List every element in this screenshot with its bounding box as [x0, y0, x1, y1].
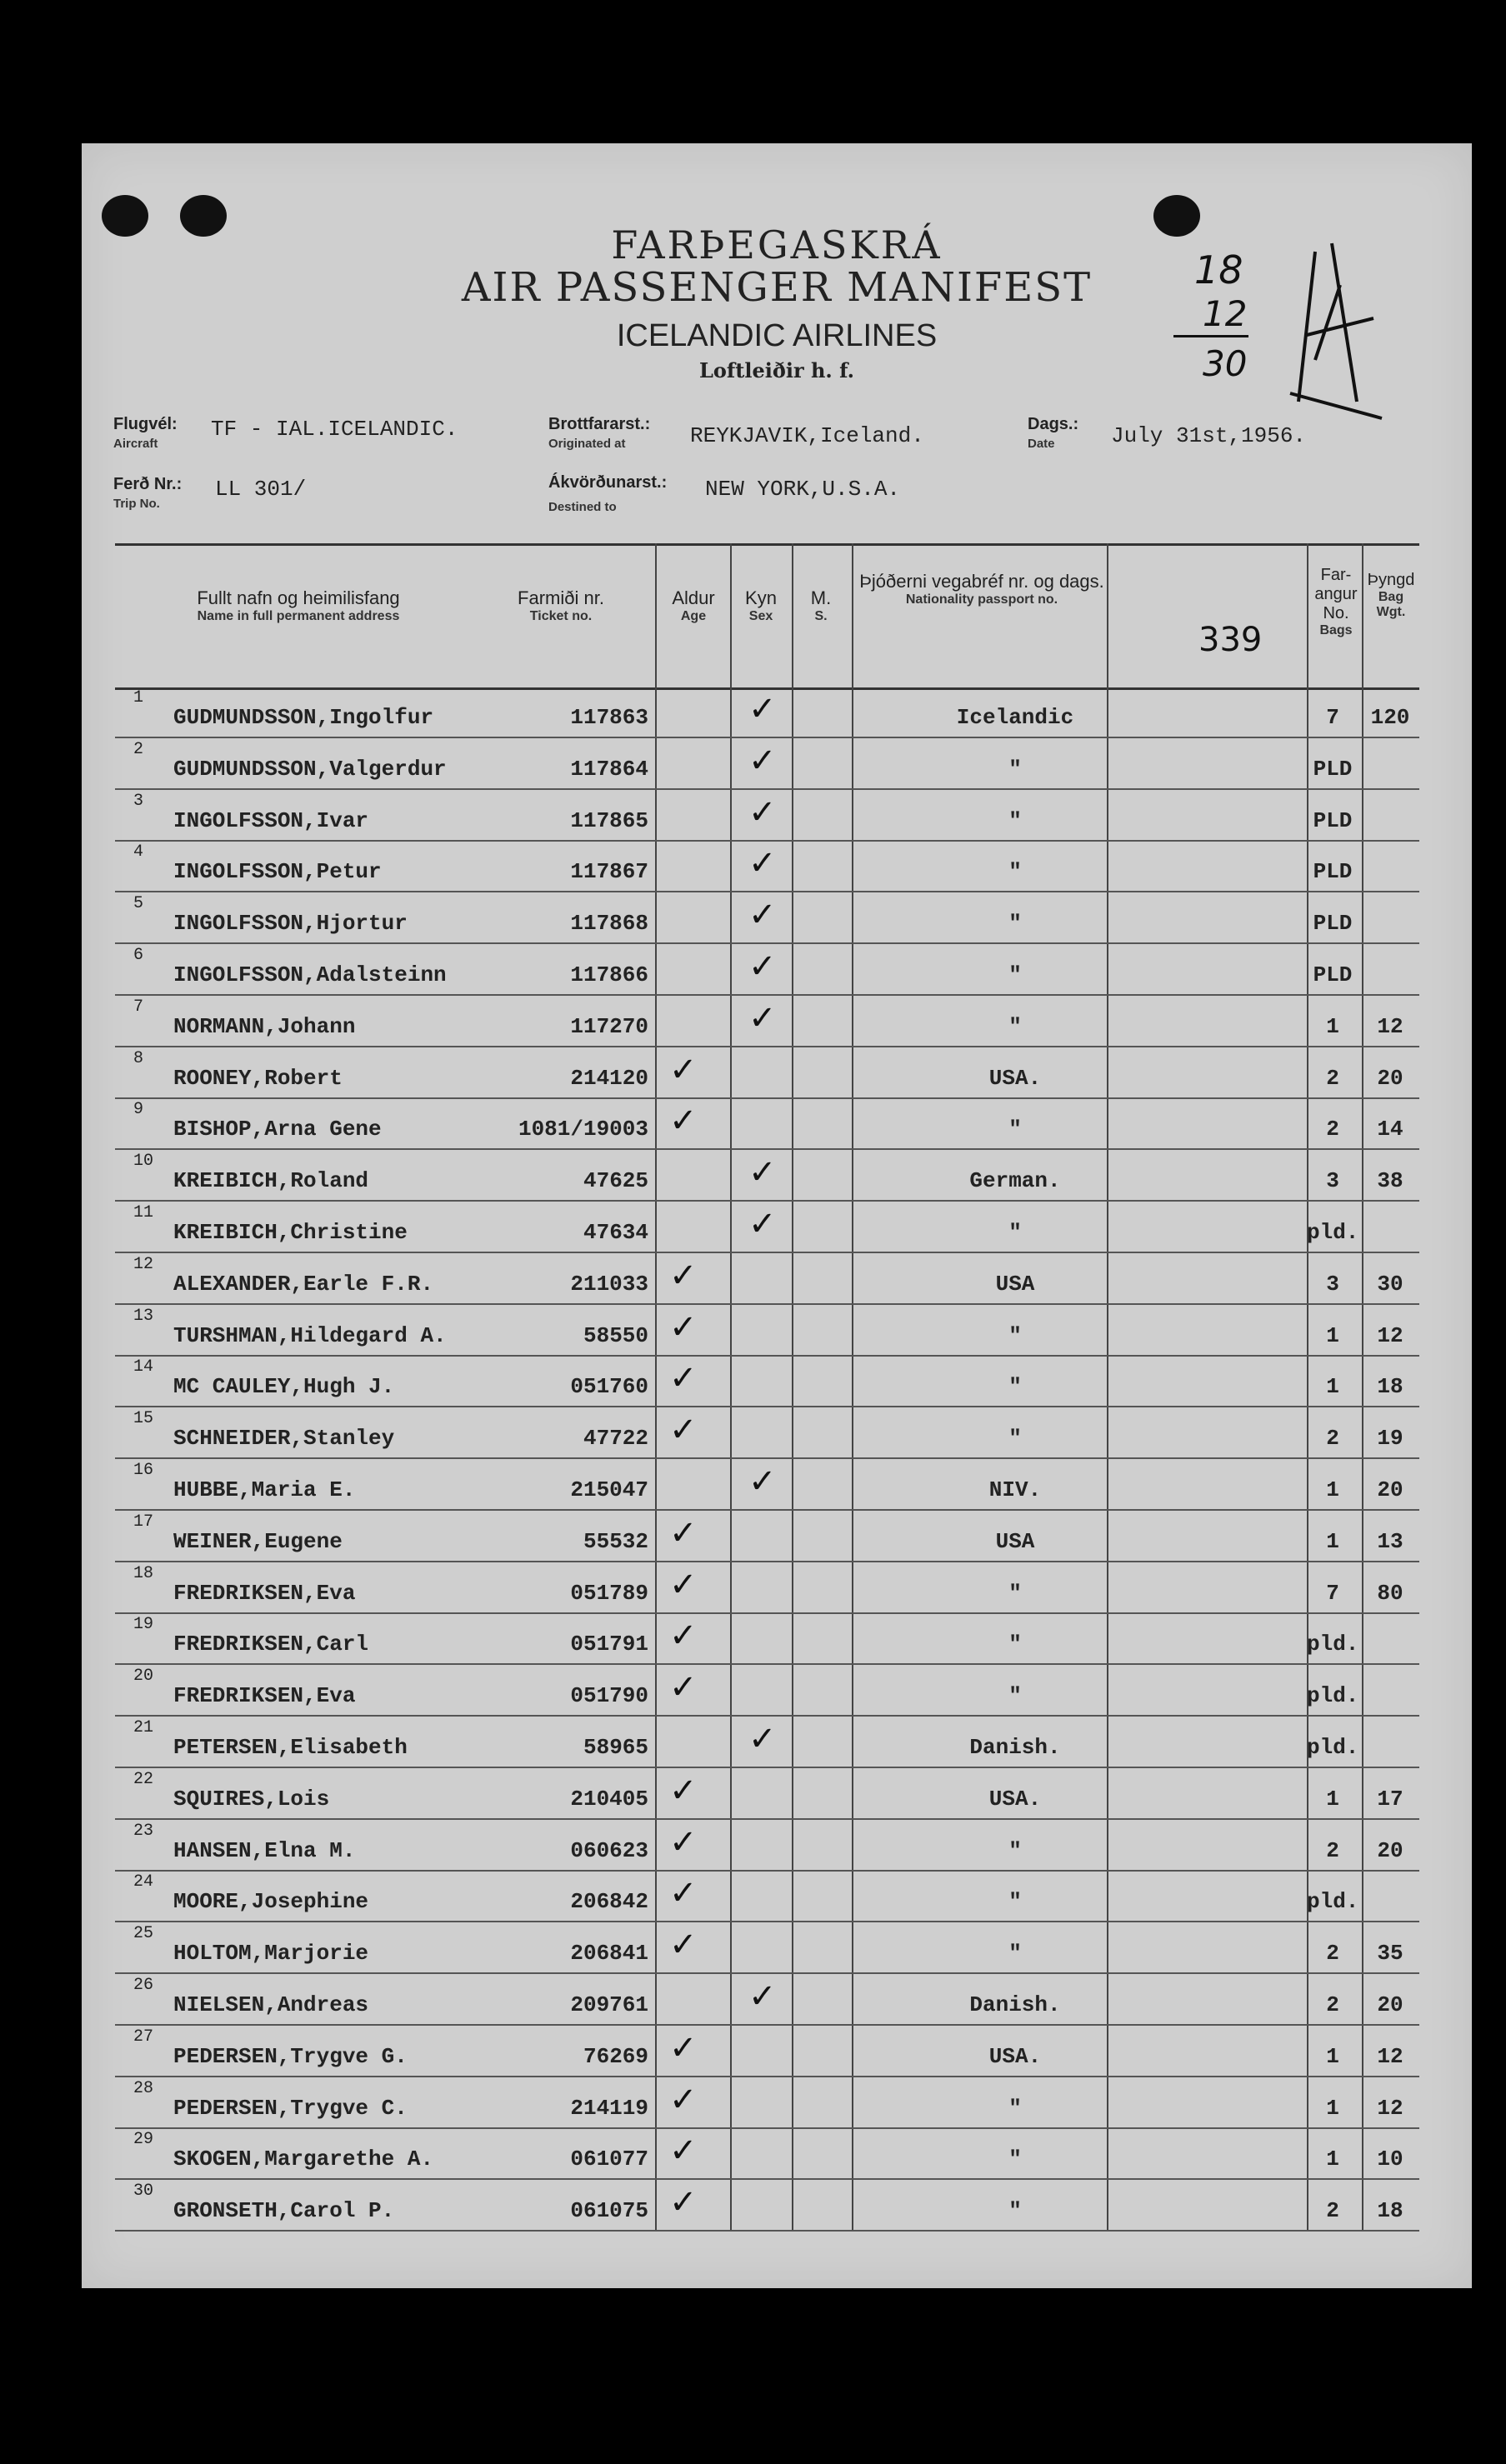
nationality: USA	[995, 1271, 1035, 1297]
nationality: "	[1008, 807, 1022, 833]
table-row	[115, 1715, 1419, 1768]
nationality: NIV.	[988, 1477, 1042, 1502]
passenger-name: INGOLFSSON,Hjortur	[173, 911, 408, 937]
table-row	[115, 994, 1419, 1047]
bag-count: 7	[1326, 705, 1339, 730]
bag-count: 1	[1326, 2147, 1339, 2172]
check-mark-icon: ✓	[748, 741, 777, 780]
col-bags-sublabel: Bags	[1319, 623, 1353, 637]
nationality: Icelandic	[956, 705, 1074, 730]
nationality: "	[1008, 2147, 1022, 2172]
check-mark-icon: ✓	[669, 1926, 698, 1965]
row-number: 22	[133, 1769, 154, 1789]
bag-weight: 13	[1377, 1528, 1403, 1554]
ticket-number: 76269	[583, 2043, 648, 2069]
col-bags-header	[1307, 566, 1365, 638]
passenger-name: SCHNEIDER,Stanley	[173, 1426, 395, 1452]
ticket-number: 117867	[570, 859, 648, 885]
row-number: 30	[133, 2182, 154, 2202]
check-mark-icon: ✓	[669, 1102, 698, 1141]
destination-value: NEW YORK,U.S.A.	[705, 477, 901, 502]
row-number: 16	[133, 1461, 154, 1480]
handwritten-number: 18	[1194, 247, 1243, 292]
col-age-sublabel: Age	[680, 609, 707, 623]
check-mark-icon: ✓	[669, 2183, 698, 2222]
passenger-name: MOORE,Josephine	[173, 1889, 369, 1915]
row-number: 2	[133, 739, 144, 759]
check-mark-icon: ✓	[748, 690, 777, 728]
table-row	[115, 839, 1419, 892]
ticket-number: 58550	[583, 1322, 648, 1348]
col-weight-label: Þyngd	[1367, 571, 1415, 589]
bag-count: 1	[1326, 1013, 1339, 1039]
trip-value: LL 301/	[215, 477, 307, 502]
col-weight-header	[1363, 571, 1418, 620]
ticket-number: 117864	[570, 756, 648, 782]
check-mark-icon: ✓	[748, 844, 777, 883]
ticket-number: 061077	[570, 2147, 648, 2172]
nationality: "	[1008, 1941, 1022, 1967]
bag-weight: 30	[1377, 1271, 1403, 1297]
row-number: 1	[133, 688, 144, 707]
ticket-number: 060623	[570, 1837, 648, 1863]
col-ms-sublabel: S.	[814, 609, 828, 623]
check-mark-icon: ✓	[669, 1565, 698, 1604]
check-mark-icon: ✓	[669, 2028, 698, 2067]
bag-weight: 18	[1377, 1374, 1403, 1400]
bag-count: 2	[1326, 1117, 1339, 1142]
handwritten-number: 30	[1203, 343, 1248, 384]
row-number: 10	[133, 1152, 154, 1172]
passenger-name: GRONSETH,Carol P.	[173, 2198, 395, 2224]
row-number: 14	[133, 1357, 154, 1377]
aircraft-sublabel: Aircraft	[113, 437, 158, 451]
table-row	[115, 1561, 1419, 1614]
table-row	[115, 788, 1419, 842]
col-age-header	[657, 587, 730, 624]
handwritten-scribble	[1282, 235, 1390, 427]
ticket-number: 117863	[570, 705, 648, 730]
passenger-name: GUDMUNDSSON,Valgerdur	[173, 756, 447, 782]
bag-count: PLD	[1313, 911, 1353, 937]
row-number: 15	[133, 1409, 154, 1429]
table-row	[115, 1869, 1419, 1922]
passenger-name: SKOGEN,Margarethe A.	[173, 2147, 434, 2172]
origin-label: Brottfararst.:	[548, 415, 651, 433]
table-row	[115, 1200, 1419, 1253]
nationality: "	[1008, 1117, 1022, 1142]
title-english: AIR PASSENGER MANIFEST	[461, 264, 1093, 311]
col-nationality-header	[857, 571, 1107, 607]
row-number: 6	[133, 946, 144, 965]
bag-count: 1	[1326, 1786, 1339, 1812]
date-value: July 31st,1956.	[1111, 423, 1307, 448]
nationality: "	[1008, 1632, 1022, 1657]
nationality: "	[1008, 1322, 1022, 1348]
table-row	[115, 1148, 1419, 1202]
bag-count: 3	[1326, 1271, 1339, 1297]
passenger-name: ROONEY,Robert	[173, 1065, 343, 1091]
table-row	[115, 1972, 1419, 2026]
row-number: 29	[133, 2130, 154, 2150]
table-row	[115, 1457, 1419, 1511]
row-number: 4	[133, 842, 144, 862]
passenger-name: NIELSEN,Andreas	[173, 1992, 369, 2017]
bag-count: 2	[1326, 1426, 1339, 1452]
passenger-name: PEDERSEN,Trygve G.	[173, 2043, 408, 2069]
nationality: "	[1008, 1374, 1022, 1400]
bag-weight: 20	[1377, 1065, 1403, 1091]
table-row	[115, 1354, 1419, 1407]
bag-weight: 12	[1377, 1013, 1403, 1039]
passenger-name: TURSHMAN,Hildegard A.	[173, 1322, 447, 1348]
col-name-header	[148, 587, 448, 624]
table-row	[115, 1767, 1419, 1820]
check-mark-icon: ✓	[669, 1668, 698, 1707]
nationality: Danish.	[969, 1992, 1061, 2017]
aircraft-value: TF - IAL.ICELANDIC.	[211, 417, 458, 442]
passenger-name: FREDRIKSEN,Eva	[173, 1580, 356, 1606]
check-mark-icon: ✓	[748, 896, 777, 935]
nationality: German.	[969, 1168, 1061, 1194]
table-row	[115, 1509, 1419, 1562]
table-row	[115, 1046, 1419, 1099]
row-number: 23	[133, 1821, 154, 1841]
col-age-label: Aldur	[672, 587, 715, 608]
bag-count: 1	[1326, 2095, 1339, 2121]
check-mark-icon: ✓	[669, 2132, 698, 2171]
ticket-number: 051791	[570, 1632, 648, 1657]
ticket-number: 051790	[570, 1683, 648, 1709]
passenger-name: HOLTOM,Marjorie	[173, 1941, 369, 1967]
passenger-name: GUDMUNDSSON,Ingolfur	[173, 705, 434, 730]
row-number: 11	[133, 1203, 154, 1222]
bag-weight: 38	[1377, 1168, 1403, 1194]
check-mark-icon: ✓	[669, 1771, 698, 1810]
table-row	[115, 1663, 1419, 1717]
passenger-name: WEINER,Eugene	[173, 1528, 343, 1554]
bag-count: 1	[1326, 1528, 1339, 1554]
passenger-name: KREIBICH,Roland	[173, 1168, 369, 1194]
table-row	[115, 1921, 1419, 1974]
nationality: "	[1008, 1889, 1022, 1915]
check-mark-icon: ✓	[669, 1617, 698, 1656]
bag-weight: 20	[1377, 1837, 1403, 1863]
nationality: "	[1008, 1220, 1022, 1245]
passenger-name: HUBBE,Maria E.	[173, 1477, 356, 1502]
title-icelandic: FARÞEGASKRÁ	[611, 222, 943, 267]
bag-count: pld.	[1307, 1889, 1359, 1915]
row-number: 24	[133, 1872, 154, 1892]
col-ticket-sublabel: Ticket no.	[529, 609, 593, 623]
table-row	[115, 1303, 1419, 1357]
ticket-number: 206841	[570, 1941, 648, 1967]
bag-count: 2	[1326, 1992, 1339, 2017]
nationality: USA.	[988, 1786, 1042, 1812]
check-mark-icon: ✓	[748, 1720, 777, 1758]
passenger-name: PEDERSEN,Trygve C.	[173, 2095, 408, 2121]
col-weight-sublabel: Bag Wgt.	[1376, 590, 1406, 619]
bag-weight: 17	[1377, 1786, 1403, 1812]
col-sex-sublabel: Sex	[748, 609, 773, 623]
bag-count: 2	[1326, 2198, 1339, 2224]
row-number: 19	[133, 1615, 154, 1635]
row-number: 20	[133, 1667, 154, 1687]
table-row	[115, 1612, 1419, 1665]
bag-count: 2	[1326, 1837, 1339, 1863]
bag-weight: 12	[1377, 2043, 1403, 2069]
bag-weight: 20	[1377, 1477, 1403, 1502]
check-mark-icon: ✓	[748, 998, 777, 1037]
ticket-number: 117866	[570, 962, 648, 987]
ticket-number: 214120	[570, 1065, 648, 1091]
bag-weight: 12	[1377, 1322, 1403, 1348]
check-mark-icon: ✓	[748, 1205, 777, 1243]
page-number: 339	[1198, 621, 1263, 659]
nationality: "	[1008, 2095, 1022, 2121]
col-nationality-label: Þjóðerni vegabréf nr. og dags.	[859, 571, 1104, 592]
ticket-number: 206842	[570, 1889, 648, 1915]
nationality: "	[1008, 2198, 1022, 2224]
passenger-name: FREDRIKSEN,Eva	[173, 1683, 356, 1709]
check-mark-icon: ✓	[669, 1359, 698, 1398]
check-mark-icon: ✓	[669, 2080, 698, 2119]
col-name-sublabel: Name in full permanent address	[197, 609, 400, 623]
origin-sublabel: Originated at	[548, 437, 626, 451]
row-number: 18	[133, 1563, 154, 1583]
col-ms-label: M.	[810, 587, 832, 608]
nationality: USA	[995, 1528, 1035, 1554]
check-mark-icon: ✓	[748, 1462, 777, 1501]
ticket-number: 1081/19003	[518, 1117, 648, 1142]
row-number: 13	[133, 1306, 154, 1326]
bag-weight: 120	[1370, 705, 1410, 730]
nationality: "	[1008, 859, 1022, 885]
destination-label: Ákvörðunarst.:	[548, 473, 668, 492]
bag-count: 1	[1326, 1322, 1339, 1348]
check-mark-icon: ✓	[669, 1513, 698, 1552]
ticket-number: 58965	[583, 1735, 648, 1760]
col-nationality-sublabel: Nationality passport no.	[905, 592, 1058, 607]
table-row	[115, 942, 1419, 996]
ticket-number: 051760	[570, 1374, 648, 1400]
ticket-number: 117868	[570, 911, 648, 937]
date-label: Dags.:	[1028, 415, 1079, 433]
row-number: 26	[133, 1976, 154, 1995]
ticket-number: 215047	[570, 1477, 648, 1502]
bag-count: 2	[1326, 1065, 1339, 1091]
ticket-number: 214119	[570, 2095, 648, 2121]
row-number: 17	[133, 1512, 154, 1532]
handwritten-number: 12	[1203, 293, 1248, 334]
bag-count: pld.	[1307, 1632, 1359, 1657]
col-ticket-label: Farmiði nr.	[518, 587, 604, 608]
nationality: "	[1008, 1426, 1022, 1452]
row-number: 8	[133, 1048, 144, 1068]
bag-count: 3	[1326, 1168, 1339, 1194]
ticket-number: 051789	[570, 1580, 648, 1606]
bag-weight: 80	[1377, 1580, 1403, 1606]
bag-weight: 35	[1377, 1941, 1403, 1967]
table-row	[115, 2178, 1419, 2232]
handwritten-divider	[1173, 335, 1248, 337]
check-mark-icon: ✓	[669, 1256, 698, 1295]
aircraft-label: Flugvél:	[113, 415, 178, 433]
row-number: 3	[133, 791, 144, 811]
row-number: 12	[133, 1254, 154, 1274]
passenger-name: INGOLFSSON,Ivar	[173, 807, 369, 833]
bag-weight: 20	[1377, 1992, 1403, 2017]
nationality: Danish.	[969, 1735, 1061, 1760]
passenger-name: KREIBICH,Christine	[173, 1220, 408, 1245]
bag-count: pld.	[1307, 1683, 1359, 1709]
check-mark-icon: ✓	[748, 1153, 777, 1192]
bag-weight: 19	[1377, 1426, 1403, 1452]
col-ticket-header	[478, 587, 644, 624]
company-name: Loftleiðir h. f.	[699, 358, 854, 382]
bag-count: 7	[1326, 1580, 1339, 1606]
ticket-number: 55532	[583, 1528, 648, 1554]
bag-weight: 14	[1377, 1117, 1403, 1142]
passenger-name: INGOLFSSON,Petur	[173, 859, 382, 885]
airline-name: ICELANDIC AIRLINES	[616, 318, 938, 353]
nationality: "	[1008, 962, 1022, 987]
passenger-name: PETERSEN,Elisabeth	[173, 1735, 408, 1760]
col-sex-header	[732, 587, 790, 624]
table-row	[115, 1406, 1419, 1459]
table-header	[115, 543, 1419, 690]
bag-count: pld.	[1307, 1735, 1359, 1760]
table-row	[115, 737, 1419, 790]
table-row	[115, 2024, 1419, 2077]
check-mark-icon: ✓	[669, 1050, 698, 1089]
check-mark-icon: ✓	[748, 792, 777, 832]
ticket-number: 061075	[570, 2198, 648, 2224]
col-ms-header	[792, 587, 850, 624]
bag-weight: 10	[1377, 2147, 1403, 2172]
col-name-label: Fullt nafn og heimilisfang	[197, 587, 400, 608]
check-mark-icon: ✓	[669, 1874, 698, 1913]
col-bags-label: Far-angur No.	[1314, 566, 1358, 622]
nationality: "	[1008, 1013, 1022, 1039]
row-number: 21	[133, 1718, 154, 1737]
bag-count: 2	[1326, 1941, 1339, 1967]
table-row	[115, 685, 1419, 738]
table-row	[115, 1818, 1419, 1872]
check-mark-icon: ✓	[669, 1411, 698, 1450]
nationality: USA.	[988, 2043, 1042, 2069]
nationality: USA.	[988, 1065, 1042, 1091]
destination-sublabel: Destined to	[548, 500, 617, 514]
table-row	[115, 1097, 1419, 1150]
origin-value: REYKJAVIK,Iceland.	[690, 423, 924, 448]
row-number: 7	[133, 997, 144, 1017]
nationality: "	[1008, 1580, 1022, 1606]
bag-weight: 12	[1377, 2095, 1403, 2121]
row-number: 27	[133, 2027, 154, 2047]
check-mark-icon: ✓	[748, 1977, 777, 2016]
passenger-name: HANSEN,Elna M.	[173, 1837, 356, 1863]
passenger-name: MC CAULEY,Hugh J.	[173, 1374, 395, 1400]
passenger-name: NORMANN,Johann	[173, 1013, 356, 1039]
bag-count: 1	[1326, 1374, 1339, 1400]
bag-count: PLD	[1313, 756, 1353, 782]
bag-count: PLD	[1313, 807, 1353, 833]
bag-count: 1	[1326, 1477, 1339, 1502]
row-number: 25	[133, 1924, 154, 1944]
ticket-number: 47722	[583, 1426, 648, 1452]
check-mark-icon: ✓	[748, 947, 777, 986]
check-mark-icon: ✓	[669, 1822, 698, 1862]
ticket-number: 47625	[583, 1168, 648, 1194]
passenger-name: ALEXANDER,Earle F.R.	[173, 1271, 434, 1297]
table-row	[115, 2127, 1419, 2180]
passenger-name: FREDRIKSEN,Carl	[173, 1632, 369, 1657]
nationality: "	[1008, 1837, 1022, 1863]
table-row	[115, 1252, 1419, 1305]
passenger-name: SQUIRES,Lois	[173, 1786, 330, 1812]
row-number: 9	[133, 1100, 144, 1120]
trip-label: Ferð Nr.:	[113, 475, 183, 493]
ticket-number: 47634	[583, 1220, 648, 1245]
ticket-number: 210405	[570, 1786, 648, 1812]
bag-count: PLD	[1313, 859, 1353, 885]
nationality: "	[1008, 1683, 1022, 1709]
check-mark-icon: ✓	[669, 1307, 698, 1347]
ticket-number: 117270	[570, 1013, 648, 1039]
bag-count: 1	[1326, 2043, 1339, 2069]
nationality: "	[1008, 911, 1022, 937]
col-sex-label: Kyn	[745, 587, 777, 608]
table-row	[115, 891, 1419, 944]
table-row	[115, 2076, 1419, 2129]
trip-sublabel: Trip No.	[113, 497, 160, 511]
row-number: 5	[133, 894, 144, 914]
nationality: "	[1008, 756, 1022, 782]
passenger-name: INGOLFSSON,Adalsteinn	[173, 962, 447, 987]
manifest-page	[82, 143, 1472, 2288]
bag-weight: 18	[1377, 2198, 1403, 2224]
ticket-number: 209761	[570, 1992, 648, 2017]
ticket-number: 211033	[570, 1271, 648, 1297]
bag-count: PLD	[1313, 962, 1353, 987]
passenger-name: BISHOP,Arna Gene	[173, 1117, 382, 1142]
ticket-number: 117865	[570, 807, 648, 833]
date-sublabel: Date	[1028, 437, 1055, 451]
bag-count: pld.	[1307, 1220, 1359, 1245]
row-number: 28	[133, 2078, 154, 2098]
